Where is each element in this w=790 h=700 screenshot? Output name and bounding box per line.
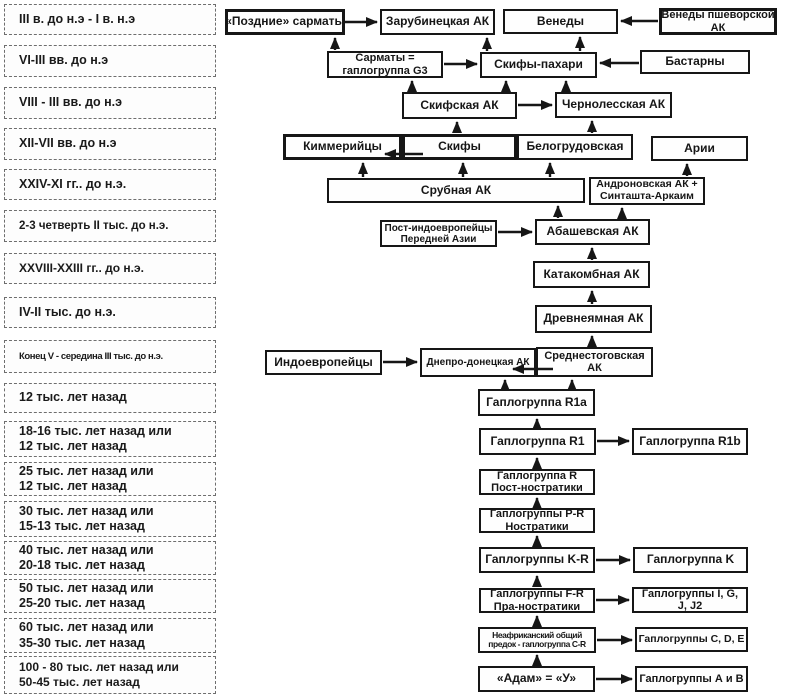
timeline-label: 60 тыс. лет назад или bbox=[19, 620, 154, 635]
node-label: Индоевропейцы bbox=[274, 354, 373, 369]
node-label: Пост-индоевропейцы bbox=[384, 222, 493, 234]
timeline-label: 25-20 тыс. лет назад bbox=[19, 596, 145, 610]
node-label: Днепро-донецкая АК bbox=[426, 357, 530, 368]
node-label: Гаплогруппы F-R bbox=[490, 588, 584, 601]
node-label: Гаплогруппы I, G, bbox=[641, 587, 739, 600]
node-dnepro-doneckaya-ak bbox=[420, 348, 536, 377]
timeline-label: 30 тыс. лет назад или bbox=[19, 503, 154, 518]
node-label: Среднестоговская bbox=[544, 349, 645, 362]
timeline-label: 25 тыс. лет назад или bbox=[19, 463, 154, 478]
node-gaplogruppa-r1b bbox=[632, 428, 748, 455]
node-arii bbox=[651, 136, 748, 161]
node-label: Абашевская АК bbox=[546, 224, 639, 239]
node-adam-y bbox=[478, 666, 595, 692]
timeline-label: 35-30 тыс. лет назад bbox=[19, 635, 145, 650]
node-srubnaya-ak bbox=[327, 178, 585, 203]
timeline-item-8 bbox=[4, 297, 216, 328]
timeline-item-16 bbox=[4, 618, 216, 653]
timeline-label: III в. до н.э - I в. н.э bbox=[19, 11, 136, 26]
node-label: Зарубинецкая АК bbox=[385, 14, 490, 29]
node-label: Чернолесская АК bbox=[561, 97, 666, 112]
timeline-label: XXVIII-XXIII гг.. до н.э. bbox=[19, 261, 144, 276]
node-gaplogruppy-a-i-b bbox=[635, 666, 748, 692]
node-label: Гаплогруппа K bbox=[646, 552, 735, 567]
timeline-label: XXIV-XI гг.. до н.э. bbox=[19, 176, 127, 191]
node-zarubineckaya-ak bbox=[380, 9, 495, 35]
timeline-item-6 bbox=[4, 210, 216, 242]
node-gaplogruppa-r-post-nostratiki bbox=[479, 469, 595, 495]
node-abashevskaya-ak bbox=[535, 219, 650, 245]
node-label: J, J2 bbox=[677, 600, 703, 612]
node-drevneyamnaya-ak bbox=[535, 305, 652, 333]
node-skify-pahari bbox=[480, 52, 597, 78]
timeline-item-9 bbox=[4, 340, 216, 373]
node-label: АК bbox=[587, 362, 602, 374]
timeline-label: 50-45 тыс. лет назад bbox=[19, 675, 140, 689]
timeline-item-12 bbox=[4, 462, 216, 496]
node-label: Киммерийцы bbox=[303, 139, 382, 154]
node-pozdnie-sarmaty bbox=[225, 9, 345, 35]
node-gaplogruppy-p-r-nostratiki bbox=[479, 508, 595, 533]
timeline-item-11 bbox=[4, 421, 216, 457]
node-label: Андроновская АК + bbox=[596, 178, 698, 191]
node-venedy bbox=[503, 9, 618, 34]
timeline-label: 40 тыс. лет назад или bbox=[19, 542, 154, 557]
timeline-label: 12 тыс. лет назад bbox=[19, 479, 127, 493]
node-label: Бастарны bbox=[665, 54, 725, 69]
node-label: Ностратики bbox=[505, 520, 569, 533]
node-label: Гаплогруппа R bbox=[496, 469, 578, 482]
node-label: Скифы-пахари bbox=[494, 57, 583, 72]
node-label: Пост-ностратики bbox=[491, 482, 583, 494]
timeline-item-2 bbox=[4, 45, 216, 77]
timeline-label: VIII - III вв. до н.э bbox=[19, 95, 123, 110]
node-label: Срубная АК bbox=[420, 182, 492, 197]
node-label: АК bbox=[710, 21, 726, 34]
node-label: Катакомбная АК bbox=[543, 266, 640, 281]
node-label: Гаплогруппы C, D, E bbox=[638, 632, 745, 645]
timeline-item-4 bbox=[4, 128, 216, 160]
timeline-label: 100 - 80 тыс. лет назад или bbox=[19, 660, 179, 675]
node-label: Скифская АК bbox=[420, 97, 499, 112]
timeline-item-17 bbox=[4, 656, 216, 694]
node-label: Арии bbox=[684, 140, 715, 155]
node-label: Синташта-Аркаим bbox=[600, 190, 694, 202]
node-skify bbox=[402, 134, 517, 160]
timeline-label: 2-3 четверть II тыс. до н.э. bbox=[19, 219, 169, 232]
node-indoevropeycy bbox=[265, 350, 382, 375]
node-belogrudovskaya bbox=[517, 134, 633, 160]
node-label: предок - гаплогруппа C-R bbox=[488, 639, 586, 649]
node-gaplogruppa-r1 bbox=[479, 428, 596, 455]
node-label: Белогрудовская bbox=[526, 139, 624, 154]
timeline-item-14 bbox=[4, 541, 216, 575]
timeline-label: 50 тыс. лет назад или bbox=[19, 580, 154, 595]
timeline-label: VI-III вв. до н.э bbox=[19, 53, 109, 68]
timeline-label: 18-16 тыс. лет назад или bbox=[19, 423, 172, 438]
node-label: Венеды пшеворской bbox=[661, 9, 775, 22]
node-label: Древнеямная АК bbox=[543, 311, 644, 326]
timeline-label: 20-18 тыс. лет назад bbox=[19, 558, 145, 572]
node-venedy-pshevorskoy-ak bbox=[659, 8, 777, 35]
timeline-label: 12 тыс. лет назад bbox=[19, 439, 127, 453]
timeline-item-7 bbox=[4, 253, 216, 284]
node-gaplogruppy-f-r-pra-nostratiki bbox=[479, 588, 595, 613]
node-label: «Адам» = «У» bbox=[496, 671, 577, 686]
node-label: Гаплогруппа R1b bbox=[639, 433, 741, 448]
node-katakombnaya-ak bbox=[533, 261, 650, 288]
timeline-item-5 bbox=[4, 169, 216, 200]
node-bastarny bbox=[640, 50, 750, 74]
node-gaplogruppy-c-d-e bbox=[635, 627, 748, 652]
node-label: Передней Азии bbox=[400, 233, 477, 245]
node-label: Гаплогруппа R1 bbox=[490, 433, 585, 448]
node-neafrikanskiy-obshchiy-predok bbox=[478, 627, 596, 653]
node-post-indoevropeycy bbox=[380, 220, 497, 247]
timeline-item-3 bbox=[4, 87, 216, 119]
node-gaplogruppy-k-r bbox=[479, 547, 595, 573]
node-label: «Поздние» сарматы bbox=[225, 14, 345, 29]
timeline-item-13 bbox=[4, 501, 216, 537]
timeline-label: Конец V - середина III тыс. до н.э. bbox=[19, 350, 163, 362]
node-label: Сарматы = bbox=[355, 52, 415, 65]
node-srednestogovskaya-ak bbox=[536, 347, 653, 377]
timeline-label: 15-13 тыс. лет назад bbox=[19, 519, 145, 533]
node-label: Гаплогруппа R1a bbox=[486, 394, 587, 409]
node-label: Пра-ностратики bbox=[493, 600, 581, 613]
node-gaplogruppy-i-g-j-j2 bbox=[632, 587, 748, 613]
node-label: Неафриканский общий bbox=[492, 629, 582, 640]
node-gaplogruppa-r1a bbox=[478, 389, 595, 416]
node-label: Гаплогруппы А и В bbox=[639, 672, 744, 685]
timeline-label: IV-II тыс. до н.э. bbox=[19, 304, 116, 319]
node-sarmaty-gaplogruppa-g3 bbox=[327, 51, 443, 78]
node-label: гаплогруппа G3 bbox=[342, 64, 428, 77]
timeline-item-10 bbox=[4, 383, 216, 413]
timeline-item-1 bbox=[4, 4, 216, 35]
node-kimmeriycy bbox=[283, 134, 402, 160]
timeline-label: XII-VII вв. до н.э bbox=[19, 136, 117, 151]
node-label: Венеды bbox=[536, 13, 585, 28]
node-gaplogruppa-k bbox=[633, 547, 748, 573]
node-andronovskaya-sintashta bbox=[589, 177, 705, 205]
timeline-item-15 bbox=[4, 579, 216, 613]
node-label: Гаплогруппы P-R bbox=[489, 508, 585, 521]
timeline-label: 12 тыс. лет назад bbox=[19, 390, 127, 405]
node-chernolesskaya-ak bbox=[555, 92, 672, 118]
node-skifskaya-ak bbox=[402, 92, 517, 119]
node-label: Гаплогруппы K-R bbox=[485, 552, 589, 567]
node-label: Скифы bbox=[438, 139, 481, 154]
